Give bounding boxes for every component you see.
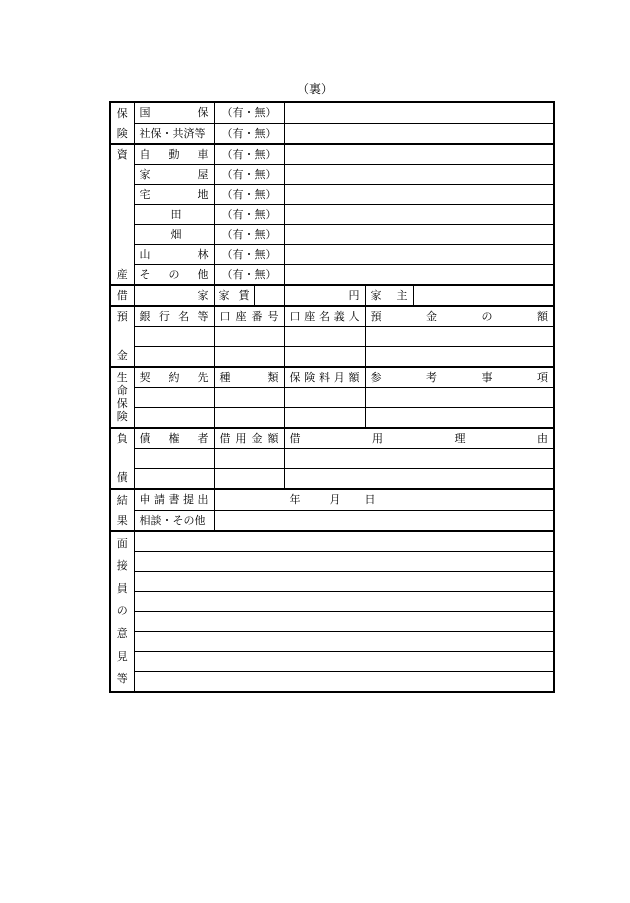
deposit-header-account-holder: 口 座 名 義 人: [284, 306, 365, 327]
life-insurance-label: 生 命 保 険: [110, 367, 134, 428]
asset-item-car: 自 動 車: [134, 144, 214, 165]
asset-item-land: 宅 地: [134, 185, 214, 205]
debt-header-row: [110, 428, 554, 449]
asset-detail-forest[interactable]: [284, 245, 554, 265]
opinion-line[interactable]: [134, 531, 554, 552]
deposit-row: [110, 327, 554, 347]
life-insurance-row: [110, 388, 554, 408]
asset-detail-field[interactable]: [284, 225, 554, 245]
deposit-account-holder-cell[interactable]: [284, 327, 365, 347]
deposit-header-row: [110, 306, 554, 327]
life-insurance-type-cell[interactable]: [214, 408, 284, 429]
debt-reason-cell[interactable]: [284, 469, 554, 490]
asset-status-forest[interactable]: （有・無）: [214, 245, 284, 265]
opinion-row: [110, 572, 554, 592]
result-consultation-label: 相談・その他: [134, 510, 214, 531]
opinion-line[interactable]: [134, 572, 554, 592]
life-insurance-row: [110, 408, 554, 429]
opinion-row: [110, 592, 554, 612]
opinion-row: [110, 672, 554, 693]
asset-item-forest: 山 林: [134, 245, 214, 265]
opinion-line[interactable]: [134, 652, 554, 672]
result-consultation-field[interactable]: [214, 510, 554, 531]
asset-row: [110, 165, 554, 185]
date-day-label: 日: [364, 493, 376, 507]
opinion-row: [110, 632, 554, 652]
debt-creditor-cell[interactable]: [134, 469, 214, 490]
deposit-account-holder-cell[interactable]: [284, 347, 365, 368]
insurance-item-shaho: 社保・共済等: [134, 123, 214, 144]
asset-status-rice-field[interactable]: （有・無）: [214, 205, 284, 225]
deposit-header-account-number: 口 座 番 号: [214, 306, 284, 327]
rent-yen-label: 円: [284, 285, 365, 306]
opinion-line[interactable]: [134, 592, 554, 612]
opinion-row: [110, 612, 554, 632]
opinion-line[interactable]: [134, 552, 554, 572]
life-insurance-premium-cell[interactable]: [284, 388, 365, 408]
asset-row: [110, 265, 554, 286]
deposit-bank-cell[interactable]: [134, 327, 214, 347]
rent-amount-field[interactable]: [255, 286, 279, 305]
asset-status-land[interactable]: （有・無）: [214, 185, 284, 205]
life-insurance-header-premium: 保 険 料 月 額: [284, 367, 365, 388]
asset-item-field: 畑: [134, 225, 214, 245]
insurance-item-kokuho: 国 保: [134, 102, 214, 123]
life-insurance-notes-cell[interactable]: [365, 408, 554, 429]
asset-item-other: そ の 他: [134, 265, 214, 286]
asset-row: [110, 185, 554, 205]
insurance-detail-shaho[interactable]: [284, 123, 554, 144]
debt-header-amount: 借 用 金 額: [214, 428, 284, 449]
asset-status-field[interactable]: （有・無）: [214, 225, 284, 245]
life-insurance-notes-cell[interactable]: [365, 388, 554, 408]
life-insurance-header-contractor: 契 約 先: [134, 367, 214, 388]
date-month-label: 月: [329, 493, 341, 507]
life-insurance-type-cell[interactable]: [214, 388, 284, 408]
deposit-amount-cell[interactable]: [365, 347, 554, 368]
opinion-row: [110, 531, 554, 552]
debt-amount-cell[interactable]: [214, 449, 284, 469]
application-form-back: [109, 101, 555, 693]
debt-creditor-cell[interactable]: [134, 449, 214, 469]
insurance-detail-kokuho[interactable]: [284, 102, 554, 123]
insurance-label: 保 険: [110, 102, 134, 144]
asset-status-other[interactable]: （有・無）: [214, 265, 284, 286]
asset-item-house: 家 屋: [134, 165, 214, 185]
asset-detail-land[interactable]: [284, 185, 554, 205]
life-insurance-contractor-cell[interactable]: [134, 408, 214, 429]
debt-header-creditor: 債 権 者: [134, 428, 214, 449]
deposit-label: 預 金: [110, 306, 134, 367]
assets-label: 資 産: [110, 144, 134, 285]
debt-row: [110, 449, 554, 469]
life-insurance-premium-cell[interactable]: [284, 408, 365, 429]
result-submission-row: [110, 489, 554, 510]
life-insurance-header-notes: 参 考 事 項: [365, 367, 554, 388]
result-submission-label: 申 請 書 提 出: [134, 489, 214, 510]
opinion-row: [110, 552, 554, 572]
insurance-row: [110, 123, 554, 144]
insurance-status-kokuho[interactable]: （有・無）: [214, 102, 284, 123]
deposit-row: [110, 347, 554, 368]
debt-header-reason: 借 用 理 由: [284, 428, 554, 449]
rent-house-label: 家: [134, 285, 214, 306]
interviewer-opinion-label: 面 接 員 の 意 見 等: [110, 531, 134, 692]
life-insurance-header-row: [110, 367, 554, 388]
result-submission-date[interactable]: [214, 489, 554, 510]
asset-detail-house[interactable]: [284, 165, 554, 185]
asset-detail-other[interactable]: [284, 265, 554, 286]
result-label: 結 果: [110, 489, 134, 531]
life-insurance-contractor-cell[interactable]: [134, 388, 214, 408]
asset-detail-car[interactable]: [284, 144, 554, 165]
rent-owner-label: 家 主: [365, 285, 413, 306]
opinion-line[interactable]: [134, 672, 554, 693]
asset-item-rice-field: 田: [134, 205, 214, 225]
opinion-row: [110, 652, 554, 672]
insurance-status-shaho[interactable]: （有・無）: [214, 123, 284, 144]
opinion-line[interactable]: [134, 612, 554, 632]
debt-amount-cell[interactable]: [214, 469, 284, 490]
deposit-header-amount: 預 金 の 額: [365, 306, 554, 327]
asset-detail-rice-field[interactable]: [284, 205, 554, 225]
deposit-account-number-cell[interactable]: [214, 347, 284, 368]
asset-status-house[interactable]: （有・無）: [214, 165, 284, 185]
rent-amount-label: 家 賃: [214, 285, 284, 306]
result-consultation-row: [110, 510, 554, 531]
debt-row: [110, 469, 554, 490]
deposit-header-bank: 銀 行 名 等: [134, 306, 214, 327]
rent-owner-field[interactable]: [413, 285, 554, 306]
asset-row: [110, 144, 554, 165]
asset-row: [110, 225, 554, 245]
rent-label: 借: [110, 285, 134, 306]
rent-row: [110, 285, 554, 306]
date-year-label: 年: [289, 493, 301, 507]
life-insurance-header-type: 種 類: [214, 367, 284, 388]
debt-label: 負 債: [110, 428, 134, 489]
deposit-amount-cell[interactable]: [365, 327, 554, 347]
opinion-line[interactable]: [134, 632, 554, 652]
page-title: （裏）: [296, 82, 333, 96]
deposit-account-number-cell[interactable]: [214, 327, 284, 347]
insurance-row: [110, 102, 554, 123]
asset-row: [110, 245, 554, 265]
asset-row: [110, 205, 554, 225]
debt-reason-cell[interactable]: [284, 449, 554, 469]
asset-status-car[interactable]: （有・無）: [214, 144, 284, 165]
deposit-bank-cell[interactable]: [134, 347, 214, 368]
